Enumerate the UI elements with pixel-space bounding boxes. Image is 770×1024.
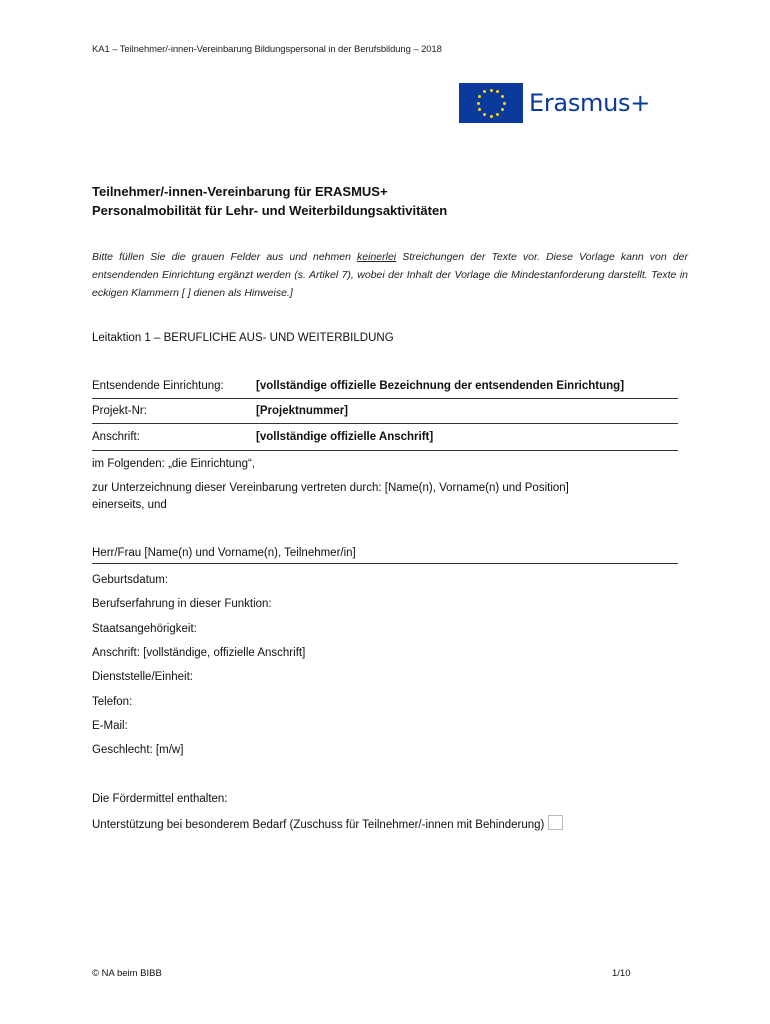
intro-part-2: Streichungen der Texte vor. Diese Vorlage kann von der entsendenden Einrichtung ergänzt werden (s. Artikel 7), wobei der Inhalt der Vorlage die Mindestanforderung darstellt. Texte in eckigen Klammern [ ] dienen als Hinweise.] bbox=[92, 251, 688, 299]
eu-star-icon bbox=[477, 102, 480, 105]
eu-star-icon bbox=[501, 95, 504, 98]
page-number: 1/10 bbox=[612, 968, 631, 979]
birth-date-field[interactable]: Geburtsdatum: bbox=[92, 574, 169, 586]
institution-address-row bbox=[92, 431, 678, 451]
eu-star-icon bbox=[490, 115, 493, 118]
project-number-label: Projekt-Nr: bbox=[92, 405, 147, 417]
eu-star-icon bbox=[490, 89, 493, 92]
special-needs-checkbox[interactable] bbox=[548, 815, 563, 830]
eu-flag-icon bbox=[459, 83, 523, 123]
sending-institution-value[interactable]: [vollständige offizielle Bezeichnung der entsendenden Einrichtung] bbox=[256, 380, 625, 392]
section-title: Leitaktion 1 – BERUFLICHE AUS- UND WEITERBILDUNG bbox=[92, 332, 394, 344]
funding-heading: Die Fördermittel enthalten: bbox=[92, 793, 228, 805]
nationality-field[interactable]: Staatsangehörigkeit: bbox=[92, 623, 197, 635]
divider bbox=[92, 563, 678, 564]
title-line-2: Personalmobilität für Lehr- und Weiterbildungsaktivitäten bbox=[92, 203, 448, 218]
representation-line-2: einerseits, und bbox=[92, 499, 167, 511]
divider bbox=[92, 398, 678, 399]
email-field[interactable]: E-Mail: bbox=[92, 720, 128, 732]
phone-field[interactable]: Telefon: bbox=[92, 696, 133, 708]
running-header: KA1 – Teilnehmer/-innen-Vereinbarung Bildungspersonal in der Berufsbildung – 2018 bbox=[92, 44, 442, 55]
divider bbox=[92, 423, 678, 424]
sending-institution-row bbox=[92, 380, 678, 400]
intro-text bbox=[92, 248, 688, 302]
intro-part-1: Bitte füllen Sie die grauen Felder aus und nehmen bbox=[92, 251, 358, 263]
representation-text bbox=[92, 480, 682, 514]
eu-star-icon bbox=[496, 90, 499, 93]
eu-star-icon bbox=[478, 95, 481, 98]
participant-address-field[interactable]: Anschrift: [vollständige, offizielle Anschrift] bbox=[92, 647, 306, 659]
experience-field[interactable]: Berufserfahrung in dieser Funktion: bbox=[92, 598, 272, 610]
institution-address-label: Anschrift: bbox=[92, 431, 140, 443]
special-needs-row bbox=[92, 815, 682, 834]
eu-star-icon bbox=[496, 113, 499, 116]
sending-institution-label: Entsendende Einrichtung: bbox=[92, 380, 224, 392]
project-number-value[interactable]: [Projektnummer] bbox=[256, 405, 349, 417]
erasmus-logo bbox=[459, 82, 679, 124]
footer-copyright: © NA beim BIBB bbox=[92, 968, 162, 979]
eu-star-icon bbox=[501, 108, 504, 111]
project-number-row bbox=[92, 405, 678, 425]
institution-address-value[interactable]: [vollständige offizielle Anschrift] bbox=[256, 431, 434, 443]
eu-star-icon bbox=[483, 113, 486, 116]
logo-text: Erasmus+ bbox=[529, 89, 651, 117]
title-line-1: Teilnehmer/-innen-Vereinbarung für ERASMUS+ bbox=[92, 184, 388, 199]
department-field[interactable]: Dienststelle/Einheit: bbox=[92, 671, 193, 683]
intro-underlined: keinerlei bbox=[357, 251, 397, 263]
eu-star-icon bbox=[483, 90, 486, 93]
special-needs-label: Unterstützung bei besonderem Bedarf (Zuschuss für Teilnehmer/-innen mit Behinderung) bbox=[92, 819, 545, 831]
representation-line-1: zur Unterzeichnung dieser Vereinbarung vertreten durch: [Name(n), Vorname(n) und Position] bbox=[92, 482, 569, 494]
participant-name-line[interactable]: Herr/Frau [Name(n) und Vorname(n), Teilnehmer/in] bbox=[92, 547, 356, 559]
eu-star-icon bbox=[503, 102, 506, 105]
divider bbox=[92, 450, 678, 451]
following-text: im Folgenden: „die Einrichtung“, bbox=[92, 458, 255, 470]
document-title bbox=[92, 182, 692, 220]
gender-field[interactable]: Geschlecht: [m/w] bbox=[92, 744, 184, 756]
eu-star-icon bbox=[478, 108, 481, 111]
